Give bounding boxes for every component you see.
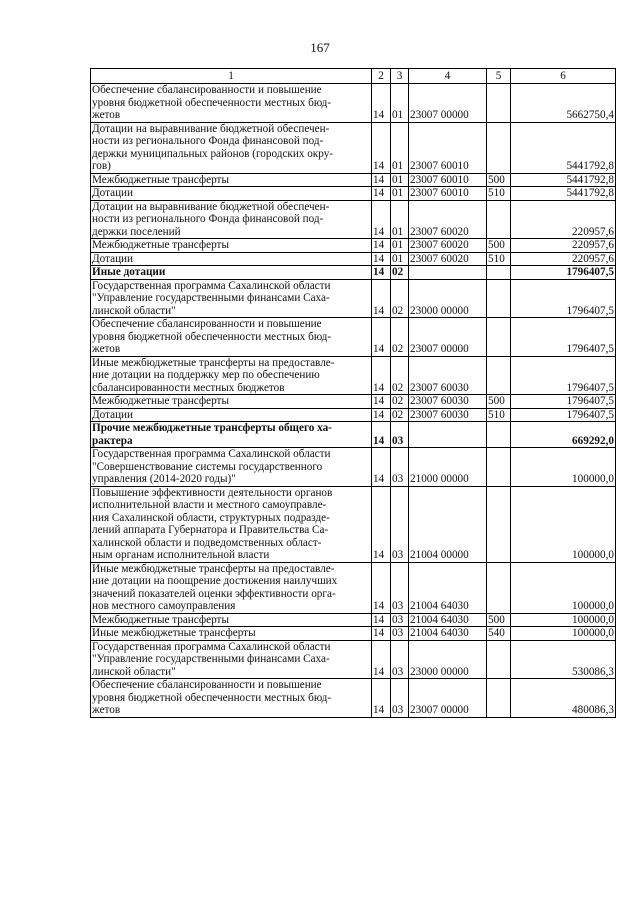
row-name-cell: Межбюджетные трансферты — [91, 613, 372, 627]
table-row — [91, 613, 616, 627]
row-name-cell: Дотации — [91, 408, 372, 422]
table-row — [91, 200, 616, 239]
table-row — [91, 187, 616, 201]
row-target-article-cell: 21004 64030 — [409, 562, 487, 613]
row-code-subsection-cell: 03 — [391, 640, 409, 679]
row-code-section-cell: 14 — [372, 422, 391, 448]
row-expense-type-cell — [487, 448, 511, 487]
row-target-article-cell: 23007 60030 — [409, 356, 487, 395]
header-row — [91, 69, 616, 84]
table-row — [91, 486, 616, 562]
row-name-cell: Дотации — [91, 187, 372, 201]
row-name-cell: Иные межбюджетные трансферты на предоставле- ние дотации на поддержку мер по обеспечению сбалансированности местных бюджетов — [91, 356, 372, 395]
row-code-subsection-cell: 01 — [391, 122, 409, 173]
table-row — [91, 239, 616, 253]
row-amount-cell: 1796407,5 — [511, 395, 616, 409]
row-target-article-cell: 23007 00000 — [409, 84, 487, 123]
row-name-cell: Иные межбюджетные трансферты на предоставле- ние дотации на поощрение достижения наилучших значений показателей оценки эффективности орга- нов местного самоуправления — [91, 562, 372, 613]
row-expense-type-cell: 500 — [487, 239, 511, 253]
row-expense-type-cell: 540 — [487, 627, 511, 641]
page-number: 167 — [310, 40, 330, 55]
row-amount-cell: 1796407,5 — [511, 266, 616, 280]
row-target-article-cell: 23007 60010 — [409, 173, 487, 187]
row-name-cell: Государственная программа Сахалинской области "Управление государственными финансами Саха- линской области" — [91, 640, 372, 679]
row-code-subsection-cell: 03 — [391, 422, 409, 448]
row-code-subsection-cell: 02 — [391, 408, 409, 422]
row-code-subsection-cell: 01 — [391, 173, 409, 187]
row-amount-cell: 530086,3 — [511, 640, 616, 679]
row-amount-cell: 220957,6 — [511, 239, 616, 253]
row-amount-cell: 5441792,8 — [511, 122, 616, 173]
row-code-section-cell: 14 — [372, 562, 391, 613]
row-amount-cell: 100000,0 — [511, 627, 616, 641]
table-row — [91, 266, 616, 280]
table-row — [91, 279, 616, 318]
row-target-article-cell: 23007 60010 — [409, 187, 487, 201]
row-expense-type-cell — [487, 279, 511, 318]
row-name-cell: Дотации — [91, 252, 372, 266]
row-target-article-cell: 23007 60010 — [409, 122, 487, 173]
row-name-cell: Обеспечение сбалансированности и повышение уровня бюджетной обеспеченности местных бюд- жетов — [91, 318, 372, 357]
row-amount-cell: 1796407,5 — [511, 279, 616, 318]
row-code-section-cell: 14 — [372, 408, 391, 422]
row-amount-cell: 1796407,5 — [511, 356, 616, 395]
row-amount-cell: 100000,0 — [511, 486, 616, 562]
row-code-subsection-cell: 03 — [391, 679, 409, 718]
row-code-section-cell: 14 — [372, 279, 391, 318]
row-code-subsection-cell: 01 — [391, 187, 409, 201]
table-row — [91, 627, 616, 641]
row-target-article-cell: 21004 00000 — [409, 486, 487, 562]
row-amount-cell: 5662750,4 — [511, 84, 616, 123]
row-target-article-cell: 21000 00000 — [409, 448, 487, 487]
table-row — [91, 679, 616, 718]
header-cell-6: 6 — [511, 69, 616, 84]
row-code-section-cell: 14 — [372, 627, 391, 641]
row-name-cell: Межбюджетные трансферты — [91, 173, 372, 187]
row-amount-cell: 5441792,8 — [511, 187, 616, 201]
budget-table — [90, 68, 616, 718]
row-target-article-cell: 23000 00000 — [409, 279, 487, 318]
row-name-cell: Государственная программа Сахалинской области "Управление государственными финансами Саха- линской области" — [91, 279, 372, 318]
row-expense-type-cell — [487, 486, 511, 562]
row-code-subsection-cell: 02 — [391, 395, 409, 409]
row-expense-type-cell: 500 — [487, 613, 511, 627]
table-row — [91, 422, 616, 448]
row-code-subsection-cell: 02 — [391, 356, 409, 395]
row-amount-cell: 669292,0 — [511, 422, 616, 448]
row-name-cell: Межбюджетные трансферты — [91, 239, 372, 253]
row-expense-type-cell — [487, 562, 511, 613]
row-name-cell: Дотации на выравнивание бюджетной обеспечен- ности из регионального Фонда финансовой под- держки муниципальных районов (городских окру- гов) — [91, 122, 372, 173]
table-row — [91, 395, 616, 409]
row-amount-cell: 100000,0 — [511, 562, 616, 613]
row-amount-cell: 5441792,8 — [511, 173, 616, 187]
row-target-article-cell — [409, 266, 487, 280]
row-expense-type-cell — [487, 318, 511, 357]
row-expense-type-cell: 510 — [487, 252, 511, 266]
row-target-article-cell: 23007 60020 — [409, 200, 487, 239]
table-row — [91, 640, 616, 679]
table-row — [91, 173, 616, 187]
row-name-cell: Межбюджетные трансферты — [91, 395, 372, 409]
row-code-subsection-cell: 02 — [391, 266, 409, 280]
row-code-section-cell: 14 — [372, 200, 391, 239]
row-target-article-cell — [409, 422, 487, 448]
row-target-article-cell: 23007 60020 — [409, 239, 487, 253]
table-row — [91, 318, 616, 357]
table-row — [91, 84, 616, 123]
header-cell-4: 4 — [409, 69, 487, 84]
header-cell-5: 5 — [487, 69, 511, 84]
row-target-article-cell: 23007 60020 — [409, 252, 487, 266]
row-code-section-cell: 14 — [372, 239, 391, 253]
header-cell-2: 2 — [372, 69, 391, 84]
row-amount-cell: 1796407,5 — [511, 408, 616, 422]
row-code-section-cell: 14 — [372, 448, 391, 487]
row-target-article-cell: 23007 00000 — [409, 318, 487, 357]
row-code-section-cell: 14 — [372, 395, 391, 409]
row-expense-type-cell: 510 — [487, 187, 511, 201]
row-name-cell: Государственная программа Сахалинской области "Совершенствование системы государственного управления (2014-2020 годы)" — [91, 448, 372, 487]
row-target-article-cell: 23007 60030 — [409, 395, 487, 409]
row-code-subsection-cell: 03 — [391, 613, 409, 627]
row-code-subsection-cell: 01 — [391, 252, 409, 266]
row-target-article-cell: 21004 64030 — [409, 627, 487, 641]
row-code-section-cell: 14 — [372, 318, 391, 357]
row-target-article-cell: 23000 00000 — [409, 640, 487, 679]
row-code-section-cell: 14 — [372, 122, 391, 173]
row-code-section-cell: 14 — [372, 266, 391, 280]
row-expense-type-cell — [487, 84, 511, 123]
row-amount-cell: 220957,6 — [511, 200, 616, 239]
row-code-subsection-cell: 03 — [391, 448, 409, 487]
row-name-cell: Обеспечение сбалансированности и повышение уровня бюджетной обеспеченности местных бюд- жетов — [91, 679, 372, 718]
row-name-cell: Обеспечение сбалансированности и повышение уровня бюджетной обеспеченности местных бюд- жетов — [91, 84, 372, 123]
table-row — [91, 562, 616, 613]
header-cell-1: 1 — [91, 69, 372, 84]
table-row — [91, 122, 616, 173]
table-row — [91, 448, 616, 487]
row-expense-type-cell — [487, 122, 511, 173]
row-code-section-cell: 14 — [372, 173, 391, 187]
row-name-cell: Иные дотации — [91, 266, 372, 280]
row-code-subsection-cell: 03 — [391, 562, 409, 613]
row-expense-type-cell: 510 — [487, 408, 511, 422]
table-row — [91, 408, 616, 422]
row-amount-cell: 1796407,5 — [511, 318, 616, 357]
row-code-subsection-cell: 01 — [391, 200, 409, 239]
row-expense-type-cell — [487, 356, 511, 395]
table-row — [91, 252, 616, 266]
row-code-subsection-cell: 02 — [391, 279, 409, 318]
row-name-cell: Дотации на выравнивание бюджетной обеспечен- ности из регионального Фонда финансовой под- держки поселений — [91, 200, 372, 239]
row-expense-type-cell — [487, 679, 511, 718]
row-amount-cell: 100000,0 — [511, 448, 616, 487]
row-code-subsection-cell: 03 — [391, 486, 409, 562]
row-expense-type-cell: 500 — [487, 395, 511, 409]
row-name-cell: Прочие межбюджетные трансферты общего ха- рактера — [91, 422, 372, 448]
row-code-subsection-cell: 02 — [391, 318, 409, 357]
row-amount-cell: 100000,0 — [511, 613, 616, 627]
row-code-section-cell: 14 — [372, 486, 391, 562]
row-target-article-cell: 23007 00000 — [409, 679, 487, 718]
row-target-article-cell: 21004 64030 — [409, 613, 487, 627]
row-expense-type-cell — [487, 422, 511, 448]
row-amount-cell: 480086,3 — [511, 679, 616, 718]
row-code-section-cell: 14 — [372, 252, 391, 266]
row-expense-type-cell — [487, 266, 511, 280]
row-target-article-cell: 23007 60030 — [409, 408, 487, 422]
row-code-section-cell: 14 — [372, 679, 391, 718]
row-amount-cell: 220957,6 — [511, 252, 616, 266]
row-name-cell: Иные межбюджетные трансферты — [91, 627, 372, 641]
row-code-subsection-cell: 03 — [391, 627, 409, 641]
row-code-section-cell: 14 — [372, 640, 391, 679]
row-code-section-cell: 14 — [372, 613, 391, 627]
row-code-section-cell: 14 — [372, 356, 391, 395]
row-code-subsection-cell: 01 — [391, 84, 409, 123]
row-expense-type-cell: 500 — [487, 173, 511, 187]
row-code-section-cell: 14 — [372, 84, 391, 123]
row-code-section-cell: 14 — [372, 187, 391, 201]
table-row — [91, 356, 616, 395]
row-name-cell: Повышение эффективности деятельности органов исполнительной власти и местного самоуправле- ния Сахалинской области, структурных подразде- лений аппарата Губернатора и Правительства Са- халинской области и подведомственных област- ным органам исполнительной власти — [91, 486, 372, 562]
row-code-subsection-cell: 01 — [391, 239, 409, 253]
row-expense-type-cell — [487, 200, 511, 239]
row-expense-type-cell — [487, 640, 511, 679]
header-cell-3: 3 — [391, 69, 409, 84]
